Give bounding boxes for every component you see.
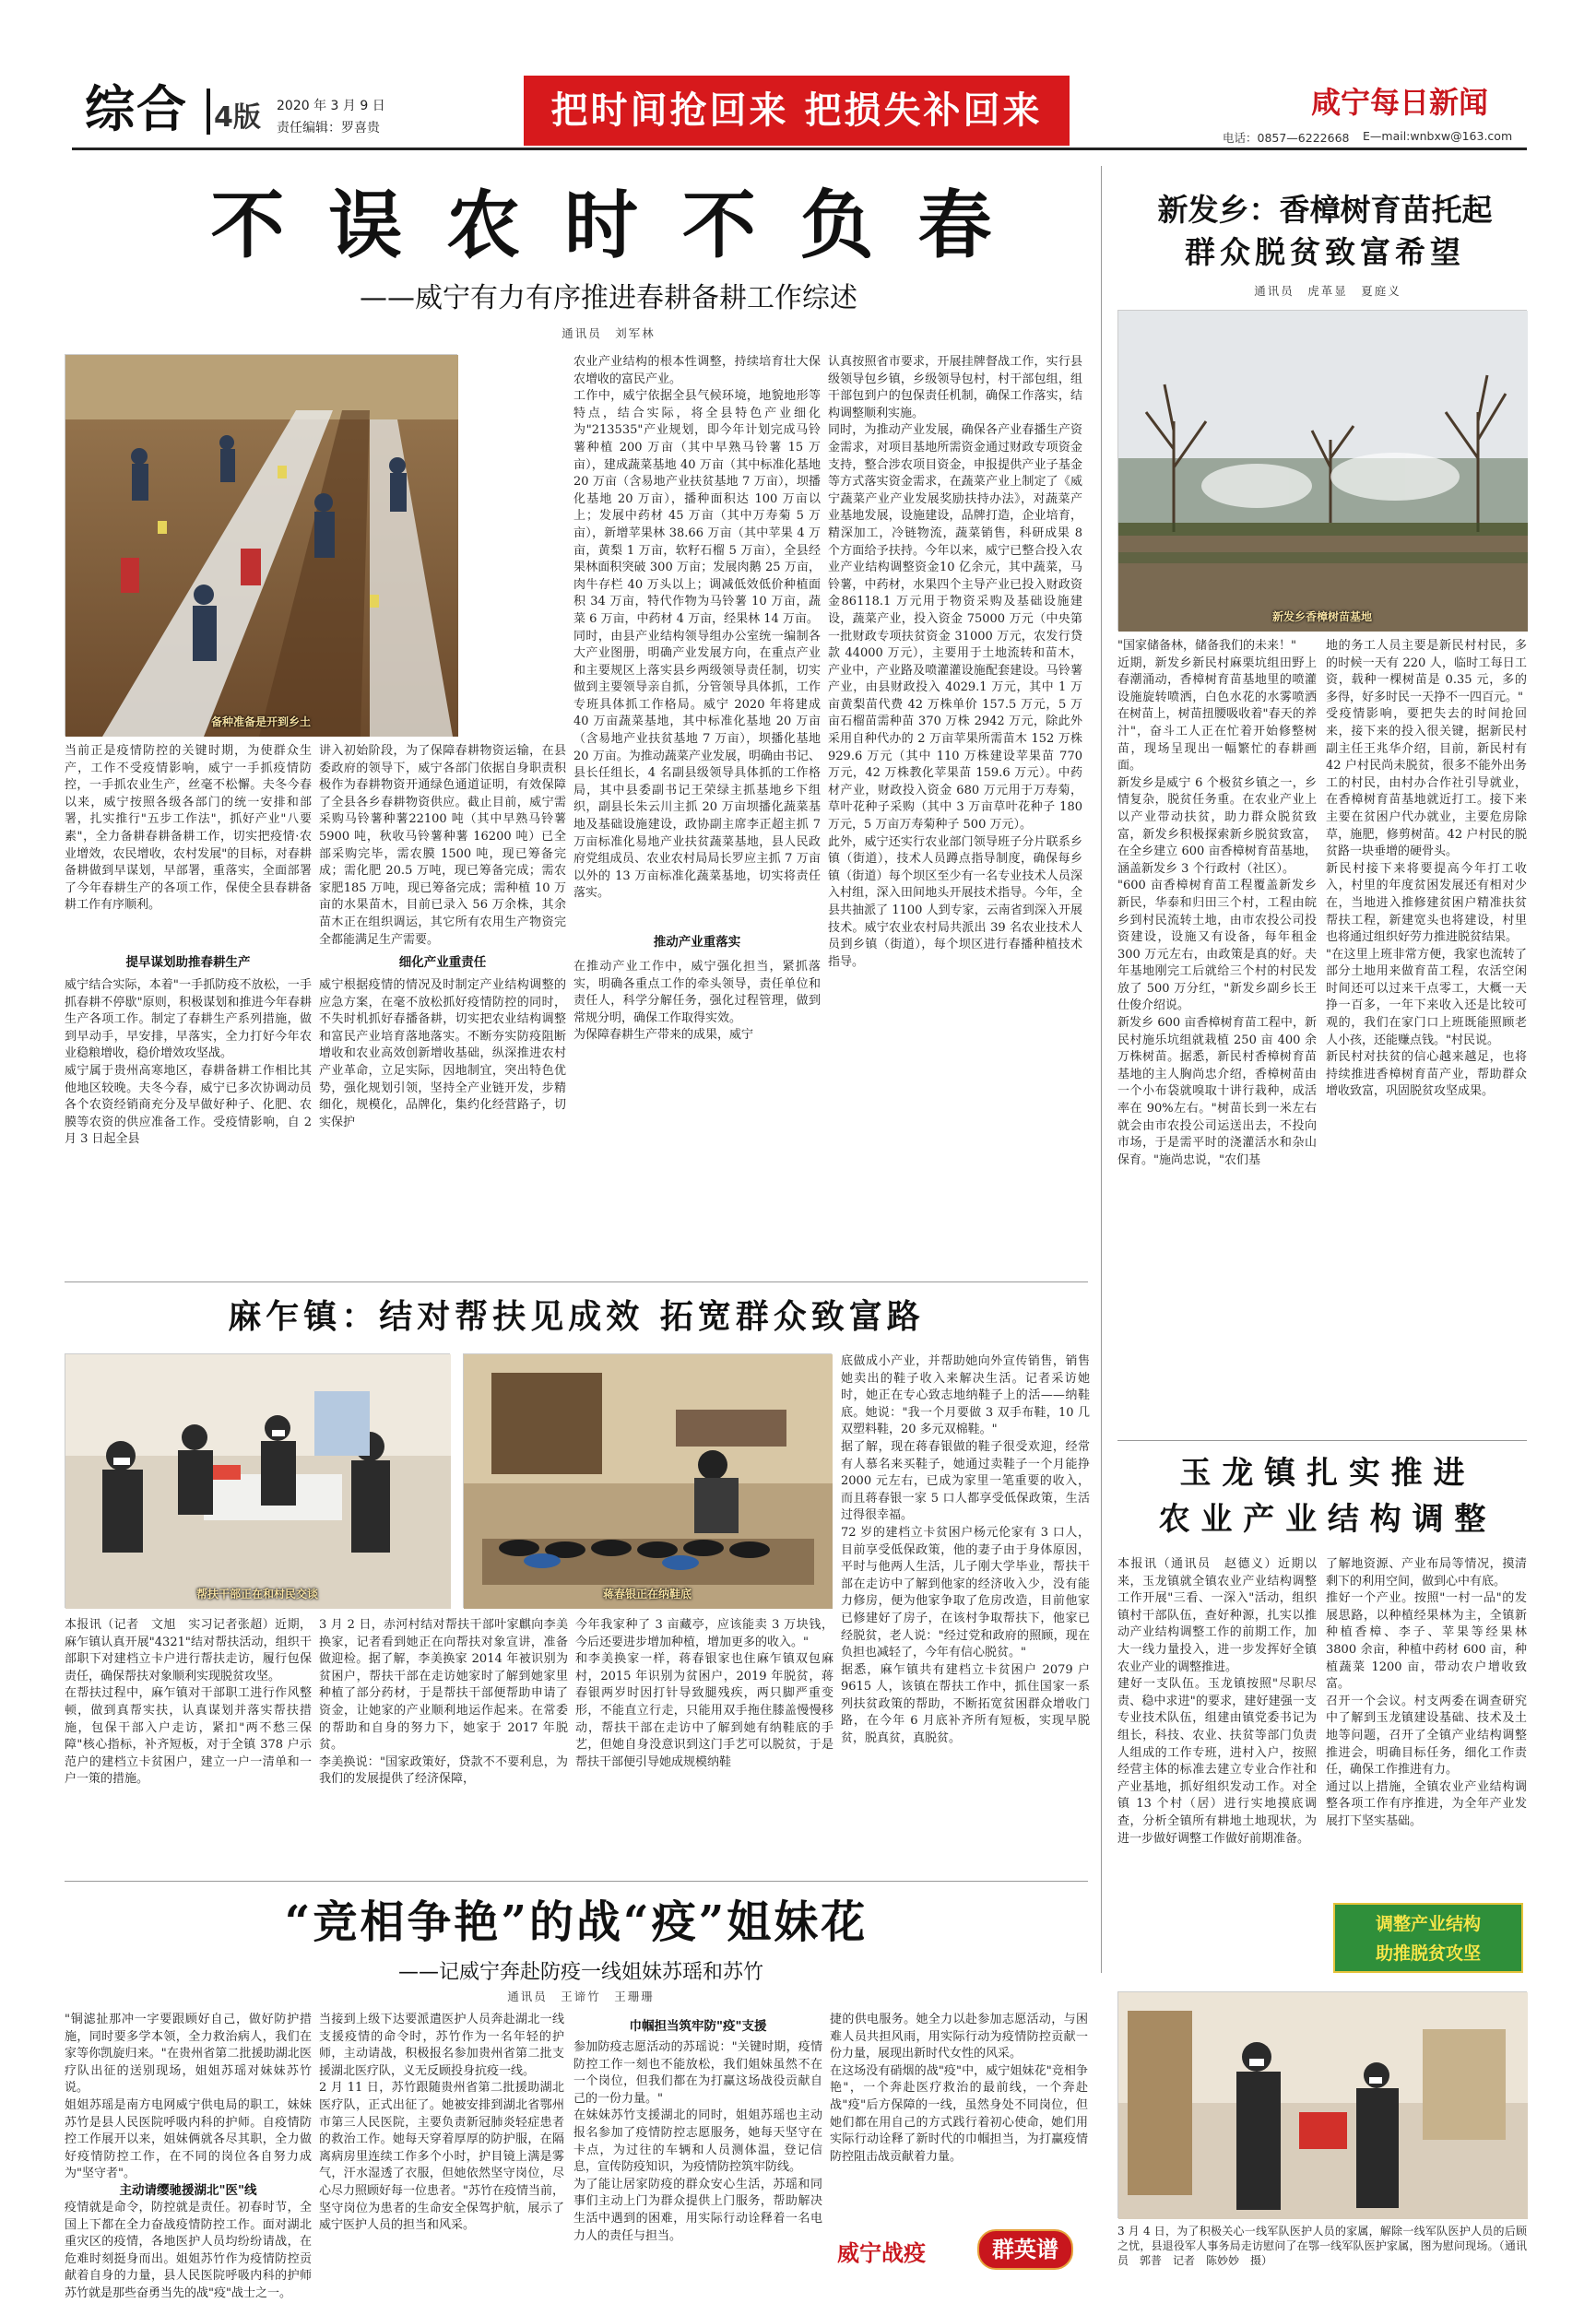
issue-date: 2020 年 3 月 9 日	[277, 99, 385, 113]
article1-col3: 农业产业结构的根本性调整，持续培育壮大保农增收的富民产业。 工作中，威宁依据全县气候环境，地貌地形等特点，结合实际，将全县特色产业细化为"213535"产业规划，即今年计划完成马铃薯种植 200 万亩（其中早熟马铃薯 15 万亩），建成蔬菜基地 40 万亩（其中标准化基地 20 万亩（含易地产业扶贫基地 7 万亩），坝播化基地 20 万亩），播种面积达 100 万亩以上；发展中药材 45 万亩（其中万寿菊 5 万亩），新增苹果林 38.66 万亩（其中苹果 4 万亩，黄梨 1 万亩，软籽石榴 5 万亩），全县经果林面积突破 300 万亩；发展肉鹅 25 万亩，肉牛存栏 40 万头以上；调减低效低价种植面积 34 万亩，特代作物为马铃薯 10 万亩，蔬菜 6 万亩，中药材 4 万亩，经果林 14 万亩。 同时，由县产业结构领导组办公室统一编制各大产业图册，明确产业发展方向，在重点产业和主要规区上落实县乡两级领导责任制，切实做到主要领导亲自抓，分管领导具体抓，工作专班具体抓工作格局。威宁 2020 年将建成 40 万亩蔬菜基地，其中标准化基地 20 万亩（含易地产业扶贫基地 7 万亩），坝播化基地 20 万亩。为推动蔬菜产业发展，明确由书记、县长任组长，4 名副县级领导具体抓的工作格局，其中县委副书记王荣绿主抓基地乡下组织，副县长朱云川主抓 20 万亩坝播化蔬菜基地及基础设施建设，政协副主席李正超主抓 7 万亩标准化易地产业扶贫蔬菜基地，县人民政府党组成员、农业农村局局长罗应主抓 7 万亩以外的 13 万亩标准化蔬菜基地，切实将责任落实。	[573, 355, 821, 901]
editor: 责任编辑：罗喜贵	[277, 121, 380, 136]
page-number: 4版	[214, 101, 261, 134]
column-divider-right	[1101, 166, 1102, 1973]
email: E—mail:wnbxw@163.com	[1363, 129, 1513, 143]
article5-subhead1: 主动请缨驰援湖北"医"线	[119, 2183, 257, 2198]
article5-byline: 通讯员 王谛竹 王珊珊	[507, 1990, 655, 2003]
article3-photo2-caption: 蒋春银正在纳鞋底	[602, 1588, 692, 1600]
article1-col2-bottom: 威宁根据疫情的情况及时制定产业结构调整的应急方案，在毫不放松抓好疫情防控的同时，不失时机抓好春播备耕，切实把农业结构调整和富民产业培育落地落实。不断夯实防疫阻断增收和农业高效创新增收基础，纵深推进农村产业革命，立足实际，因地制宜，突出特色优势，强化规划引领，坚持全产业链开发，步精细化，规模化，品牌化，集约化经营路子，切实保护	[319, 978, 566, 1129]
article1-subhead1: 提早谋划助推春耕生产	[125, 955, 251, 970]
article2-photo	[1117, 310, 1527, 631]
article1-title: 不 误 农 时 不 负 春	[210, 182, 1001, 268]
article3-photo2	[463, 1353, 832, 1608]
article2-photo-caption: 新发乡香樟树苗基地	[1271, 610, 1372, 623]
phone: 电话：0857—6222668	[1223, 131, 1350, 145]
article5-col4: 捷的供电服务。她全力以赴参加志愿活动，与困难人员共担风雨，用实际行动为疫情防控贡献一份力量，展现出新时代女性的风采。 在这场没有硝烟的战"疫"中，威宁姐妹花"竞相争艳"，一个奔赴医疗救治的最前线，一个奔赴战"疫"后方保障的一线，虽然身处不同岗位，但她们都在用自己的方式践行着初心使命，她们用实际行动诠释了新时代的巾帼担当，为打赢疫情防控阻击战贡献着力量。	[830, 2013, 1088, 2164]
article1-photo-caption: 备种准备是开到乡土	[210, 715, 311, 728]
article3-col2: 3 月 2 日，赤河村结对帮扶干部叶家麒向李美换家，记者看到她正在向帮扶对象宣讲，准备做迎检。据了解，李美换家 2014 年被识别为贫困户，帮扶干部在走访她家时了解到她家里种植了部分药材，于是帮扶干部便帮助申请了资金，让她家的产业顺利地运作起来。在常委的帮助和自身的努力下，她家于 2017 年脱贫。 李美换说："国家政策好，贷款不不要利息，为我们的发展提供了经济保障，	[319, 1618, 568, 1787]
article2-col1: "国家储备林，储备我们的未来！" 近期，新发乡新民村麻栗坑组田野上春潮涌动，香樟树育苗基地里的喷灌设施旋转喷洒，白色水花的水雾喷洒在树苗上，树苗扭腰吸收着"春天的养汁"，奋斗工人正在忙着开始修整树苗，现场呈现出一幅繁忙的春耕画面。 新发乡是威宁 6 个极贫乡镇之一，乡情复杂，脱贫任务重。在农业产业上以产业带动扶贫，助力群众脱贫致富，新发乡积极探索新乡脱贫致富，在全乡建立 600 亩香樟树育苗基地，涵盖新发乡 3 个行政村（社区）。 "600 亩香樟树育苗工程覆盖新发乡新民，华泰和归田三个村，工程由皖乡到村民流转土地，由市农投公司投资建设，设施又有设备，每年租金 300 万元左右，由政策是真的好。夫年基地刚完工后就给三个村的村民发放了 500 万分红，"新发乡副乡长王仕俊介绍说。 新发乡 600 亩香樟树育苗工程中，新民村施乐坑组就栽植 250 亩 400 余万株树苗。据悉，新民村香樟树育苗基地的主人胸尚忠介绍，香樟树苗由一个小布袋就嗅取十讲行栽种，成活率在 90%左右。"树苗长到一米左右就会由市农投公司运送出去，不投向市场，于是需平时的浇灌活水和杂山保育。"施尚忠说，"农们基	[1117, 639, 1317, 1167]
shoemaking-image	[464, 1354, 833, 1609]
article5-col1-bottom: 疫情就是命令，防控就是责任。初春时节，全国上下都在全力奋战疫情防控工作。面对湖北重灾区的疫情，各地医护人员均纷纷请战，在危难时刻挺身而出。姐姐苏竹作为疫情防控贡献着自身的力量，县人民医院呼吸内科的护师苏竹就是那些奋勇当先的战"疫"战士之一。	[65, 2201, 312, 2300]
article5-col3: 参加防疫志愿活动的苏瑶说："关键时期，疫情防控工作一刻也不能放松，我们姐妹虽然不在一个岗位，但我们都在为打赢这场战役贡献自己的一份力量。" 在妹妹苏竹支援湖北的同时，姐姐苏瑶也主动报名参加了疫情防控志愿服务，她每天坚守在卡点，为过往的车辆和人员测体温，登记信息，宣传防疫知识，为疫情防控筑牢防线。 为了能让居家防疫的群众安心生活，苏瑶和同事们主动上门为群众提供上门服务，帮助解决生活中遇到的困难，用实际行动诠释着一名电力人的责任与担当。	[573, 2040, 822, 2243]
article1-col1-top: 当前正是疫情防控的关键时期，为使群众生产，工作不受疫情影响，威宁一手抓疫情防控，一手抓农业生产，丝毫不松懈。夫冬今春以来，威宁按照各级各部门的统一安排和部署，扎实推行"五步工作法"，抓好产业"八要素"，全力备耕春耕备耕工作，切实把疫情·农业增效，农民增收，农村发展"的目标，对春耕备耕做到早谋划，早部署，重落实，全面部署了今年春耕生产的各项工作，保使全县春耕备耕工作有序顺利。	[65, 744, 312, 913]
article5-photo	[1117, 1991, 1527, 2218]
article4-top-rule	[1117, 1440, 1527, 1441]
article3-col4: 底做成小产业，并帮助她向外宣传销售，销售她卖出的鞋子收入来解决生活。记者采访她时，她正在专心致志地纳鞋子上的活——纳鞋底。她说："我一个月要做 3 双手布鞋，10 几双塑料鞋，20 多元双棉鞋。" 据了解，现在蒋春银做的鞋子很受欢迎，经常有人慕名来买鞋子，她通过卖鞋子一个月能挣 2000 元左右，已成为家里一笔重要的收入，而且蒋春银一家 5 口人都享受低保政策，生活过得很幸福。 72 岁的建档立卡贫困户杨元伦家有 3 口人，目前享受低保政策，他的妻子由于身体原因，平时与他两人生活，儿子刚大学毕业，帮扶干部在走访中了解到他家的经济收入少，没有能力修房，便为他家争取了危房改造，目前他家已修建好了房子，在该村争取帮扶下，他家已经脱贫，老人说："经过党和政府的照顾，现在负担也减轻了，今年有信心脱贫。" 据悉，麻乍镇共有建档立卡贫困户 2079 户 9615 人，该镇在帮扶工作中，抓住国家一系列扶贫政策的帮助，不断拓宽贫困群众增收门路，在今年 6 月底补齐所有短板，实现早脱贫，脱真贫，真脱贫。	[841, 1354, 1090, 1746]
article4-col2: 了解地资源、产业布局等情况，摸清剩下的利用空间，做到心中有底。 推好一个产业。按照"一村一品"的发展思路，以种植经果林为主，全镇新种植香樟、李子、苹果等经果林 3800 余亩，种植中药材 600 亩，种植蔬菜 1200 亩，带动农户增收致富。 召开一个会议。村支两委在调查研究中了解到玉龙镇建设基础、技术及土地等问题，召开了全镇产业结构调整推进会，明确目标任务，细化工作责任，确保工作推进有力。 通过以上措施，全镇农业产业结构调整各项工作有序推进，为全年产业发展打下坚实基础。	[1326, 1557, 1527, 1828]
section-title: 综合	[85, 80, 188, 138]
farmers-field-image	[65, 355, 458, 737]
paper-logo: 咸宁每日新闻	[1311, 85, 1489, 120]
article4-title-line1: 玉 龙 镇 扎 实 推 进	[1179, 1455, 1465, 1492]
article4-title-line2: 农 业 产 业 结 构 调 整	[1158, 1501, 1486, 1538]
article1-col1-bottom: 威宁结合实际，本着"一手抓防疫不放松，一手抓春耕不停歇"原则，积极谋划和推进今年春耕生产各项工作。制定了春耕生产系列措施，做到早动手，早安排，早落实，全力打好今年农业稳粮增收，稳价增效攻坚战。 威宁属于贵州高寒地区，春耕备耕工作相比其他地区较晚。夫冬今春，威宁已多次协调动员各个农资经销商充分及早做好种子、化肥、农膜等农资的供应准备工作。受疫情影响，自 2 月 3 日起全县	[65, 978, 312, 1147]
visit-family-image	[1118, 1992, 1528, 2219]
article2-byline: 通讯员 虎革显 夏庭义	[1254, 284, 1401, 298]
campaign-logo	[830, 2222, 1088, 2277]
article1-byline: 通讯员 刘军林	[562, 326, 656, 340]
article3-col3: 今年我家种了 3 亩藏亭，应该能卖 3 万块钱，今后还要进步增加种植，增加更多的收入。" 和李美换家一样，蒋春银家也住麻乍镇双包麻村，2015 年识别为贫困户，2019 年脱贫，蒋春银两岁时因打针导致腿残疾，两只脚严重变形，不能直立行走，只能用双手拖住膝盖慢慢移动，帮扶干部在走访中了解到她有纳鞋底的手艺，但她自身没意识到这门手艺可以脱贫，于是帮扶干部便引导她成规模纳鞋	[575, 1618, 833, 1769]
masthead	[0, 0, 1596, 148]
section-divider	[207, 89, 210, 135]
slogan-banner: 把时间抢回来 把损失补回来	[524, 76, 1070, 146]
article1-col2: 讲入初始阶段，为了保障春耕物资运输，在县委政府的领导下，威宁各部门依据自身职责积极作为春耕物资开通绿色通道证明，有效保障了全县各乡春耕物资供应。截止目前，威宁需采购马铃薯种薯22100 吨（其中早熟马铃薯 5900 吨，秋收马铃薯种薯 16200 吨）已全部采购完毕，需农膜 1500 吨，现已筹备完成；需化肥 20.5 万吨，现已筹备完成；需农家肥185 万吨，现已筹备完成；需种植 10 万亩的水果苗木，目前已录入 56 万余株，其余苗木正在组织调运，其它所有农用生产物资完全都能满足生产需要。	[319, 744, 566, 947]
article1-col4: 认真按照省市要求，开展挂牌督战工作，实行县级领导包乡镇，乡级领导包村，村干部包组，组干部包到户的包保责任机制，确保工作落实，结构调整顺利实施。 同时，为推动产业发展，确保各产业春播生产资金需求，对项目基地所需资金通过财政专项资金支持，整合涉农项目资金，申报提供产业子基金等方式落实资金需求，在蔬菜产业上制定了《威宁蔬菜产业产业发展奖励扶持办法》，对蔬菜产业基地发展，设施建设，品牌打造，企业培育，精深加工，冷链物流，蔬菜销售，科研成果 8 个方面给予扶持。今年以来，威宁已整合投入农业产业结构调整资金10 亿余元，其中蔬菜，马铃薯，中药材，水果四个主导产业已投入财政资金86118.1 万元用于物资采购及基础设施建设，蔬菜产业，投入资金 75000 万元（中央第一批财政专项扶贫资金 31000 万元，农发行贷款 44000 万元），主要用于土地流转和苗木，产业中，产业路及喷灌灌设施配套建设。马铃薯产业，由县财政投入 4029.1 万元，其中 1 万亩黄梨苗代费 42 万株单价 157.5 万元，5 万亩石榴苗需种苗 370 万株 2942 万元，除此外采用自种代办的 2 万亩苹果所需苗木 152 万株 929.6 万元（其中 110 万株建设苹果苗 770 万元，42 万株教化苹果苗 159.6 万元）。中药材产业，财政投入资金 680 万元用于万寿菊，草叶花种子采购（其中 3 万亩草叶花种子 180 万元，5 万亩万寿菊种子 500 万元）。 此外，威宁还实行农业部门领导班子分片联系乡镇（街道），技术人员蹲点指导制度，确保每乡镇（街道）每个坝区至少有一名专业技术人员深入村组，深入田间地头开展技术指导。今年，全县共抽派了 1100 人到专家，云南省到深入开展技术。威宁农业农村局共派出 39 名农业技术人员到乡镇（街道），每个坝区进行春播种植技术指导。	[828, 355, 1082, 969]
article4-badge	[1333, 1903, 1523, 1973]
article3-title: 麻乍镇：结对帮扶见成效 拓宽群众致富路	[228, 1298, 925, 1336]
campaign-logo-badge: 群英谱	[977, 2229, 1073, 2270]
article4-col1: 本报讯（通讯员 赵德义）近期以来，玉龙镇就全镇农业产业结构调整工作开展"三看、一深入"活动，组织镇村干部队伍，查好种源，扎实以推动产业结构调整工作的前期工作，加大一线力量投入，进一步发挥好全镇农业产业的调整推进。 建好一支队伍。玉龙镇按照"尽职尽责、稳中求进"的要求，建好建强一支专业技术队伍，组建由镇党委书记为组长，科技、农业、扶贫等部门负责人组成的工作专班，进村入户，按照经营主体的标准去建立专业合作社和产业基地，抓好组织发动工作。对全镇 13 个村（居）进行实地摸底调查，分析全镇所有耕地土地现状，为进一步做好调整工作做好前期准备。	[1117, 1557, 1317, 1846]
article5-title: “竞相争艳”的战“疫”姐妹花	[284, 1896, 869, 1948]
masthead-rule	[72, 148, 1527, 150]
family-visit-image	[65, 1354, 451, 1609]
article1-subhead3: 推动产业重落实	[653, 935, 741, 950]
article5-top-rule	[65, 1881, 1088, 1882]
article3-photo1-caption: 帮扶干部正在和村民交谈	[195, 1588, 318, 1600]
badge-line2: 助推脱贫攻坚	[1375, 1943, 1481, 1964]
article1-photo	[65, 354, 457, 736]
article3-photo1	[65, 1353, 450, 1608]
article5-subhead2: 巾帼担当筑牢防"疫"支援	[629, 2019, 767, 2034]
article5-col2: 当接到上级下达要派遣医护人员奔赴湖北一线支援疫情的命令时，苏竹作为一名年轻的护师，主动请战，积极报名参加贵州省第二批支援湖北医疗队，义无反顾投身抗疫一线。 2 月 11 日，苏竹跟随贵州省第二批援助湖北医疗队，正式出征了。她被安排到湖北省鄂州市第三人民医院，主要负责新冠肺炎轻症患者的救治工作。她每天穿着厚厚的防护服，在隔离病房里连续工作多个小时，护目镜上满是雾气，汗水湿透了衣服，但她依然坚守岗位，尽心尽力照顾好每一位患者。"苏竹在疫情当前，坚守岗位为患者的生命安全保驾护航，展示了威宁医护人员的担当和风采。	[319, 2013, 564, 2233]
article1-subtitle: ——威宁有力有序推进春耕备耕工作综述	[360, 282, 857, 314]
article2-title-line2: 群众脱贫致富希望	[1185, 234, 1465, 270]
article1-subhead2: 细化产业重责任	[398, 955, 487, 970]
campaign-logo-text: 威宁战疫	[837, 2240, 926, 2266]
seedling-nursery-image	[1118, 311, 1528, 632]
article3-top-rule	[65, 1281, 1088, 1282]
article5-photo-caption: 3 月 4 日，为了积极关心一线军队医护人员的家属，解除一线军队医护人员的后顾之忧，县退役军人事务局走访慰问了在鄂一线军队医护家属，图为慰问现场。（通讯员 郭普 记者 陈妙妙 摄）	[1117, 2225, 1527, 2267]
article2-title-line1: 新发乡：香樟树育苗托起	[1157, 192, 1493, 228]
article3-col1: 本报讯（记者 文旭 实习记者张超）近期，麻乍镇认真开展"4321"结对帮扶活动，组织干部职下对建档立卡户进行帮扶走访，履行包保责任，确保帮扶对象顺利实现脱贫攻坚。 在帮扶过程中，麻乍镇对干部职工进行作风整顿，做到真帮实扶，认真谋划并落实帮扶措施，包保干部入户走访，紧扣"两不愁三保障"核心指标，补齐短板，对于全镇 378 户示范户的建档立卡贫困户，建立一户一清单和一户一策的措施。	[65, 1618, 312, 1787]
badge-line1: 调整产业结构	[1375, 1914, 1481, 1934]
article5-col1: "铜滤扯那冲一字要跟顾好自己，做好防护措施，同时要多学本领，全力救治病人，我们在家等你凯旋归来。"在贵州省第二批援助湖北医疗队出征的送别现场，姐姐苏瑶对妹妹苏竹说。 姐姐苏瑶是南方电网威宁供电局的职工，妹妹苏竹是县人民医院呼吸内科的护师。自疫情防控工作展开以来，姐妹俩就各尽其职，全力做好疫情防控工作，在不同的岗位各自努力成为"坚守者"。	[65, 2013, 312, 2181]
article1-col3-bottom: 在推动产业工作中，威宁强化担当，紧抓落实，明确各重点工作的牵头领导，责任单位和责任人，科学分解任务，强化过程管理，做到常规分明，确保工作取得实效。 为保障春耕生产带来的成果，威宁	[573, 960, 821, 1043]
article2-col2: 地的务工人员主要是新民村村民，多的时候一天有 220 人，临时工每日工资，载种一棵树苗是 0.35 元，多的多得，好多时民一天挣不一四百元。" 受疫情影响，要把失去的时间抢回来，接下来的投入很关键，据新民村副主任王兆华介绍，目前，新民村有 42 户村民尚未脱贫，很多不能外出务工的村民，由村办合作社引导就业，在香樟树育苗基地就近打工。接下来主要在贫困户代办就业，主要危房除草，施肥，修剪树苗。42 户村民的脱贫路一块垂增的硬骨头。 新民村接下来将要提高今年打工收入，村里的年度贫困发展还有相对少在，当地进入推修建贫困户精准扶贫帮扶工程，新建宽头也将建设，村里也将通过组织好劳力推进脱贫结果。 "在这里上班非常方便，我家也流转了部分土地用来做育苗工程，农活空闲时间还可以过来干点零工，大概一天挣一百多，一年下来收入还是比较可观的，我们在家门口上班既能照顾老人小孩，还能赚点钱。"村民说。 新民村对扶贫的信心越来越足，也将持续推进香樟树育苗产业，帮助群众增收致富，巩固脱贫攻坚成果。	[1326, 639, 1527, 1099]
article5-subtitle: ——记威宁奔赴防疫一线姐妹苏瑶和苏竹	[397, 1961, 763, 1984]
